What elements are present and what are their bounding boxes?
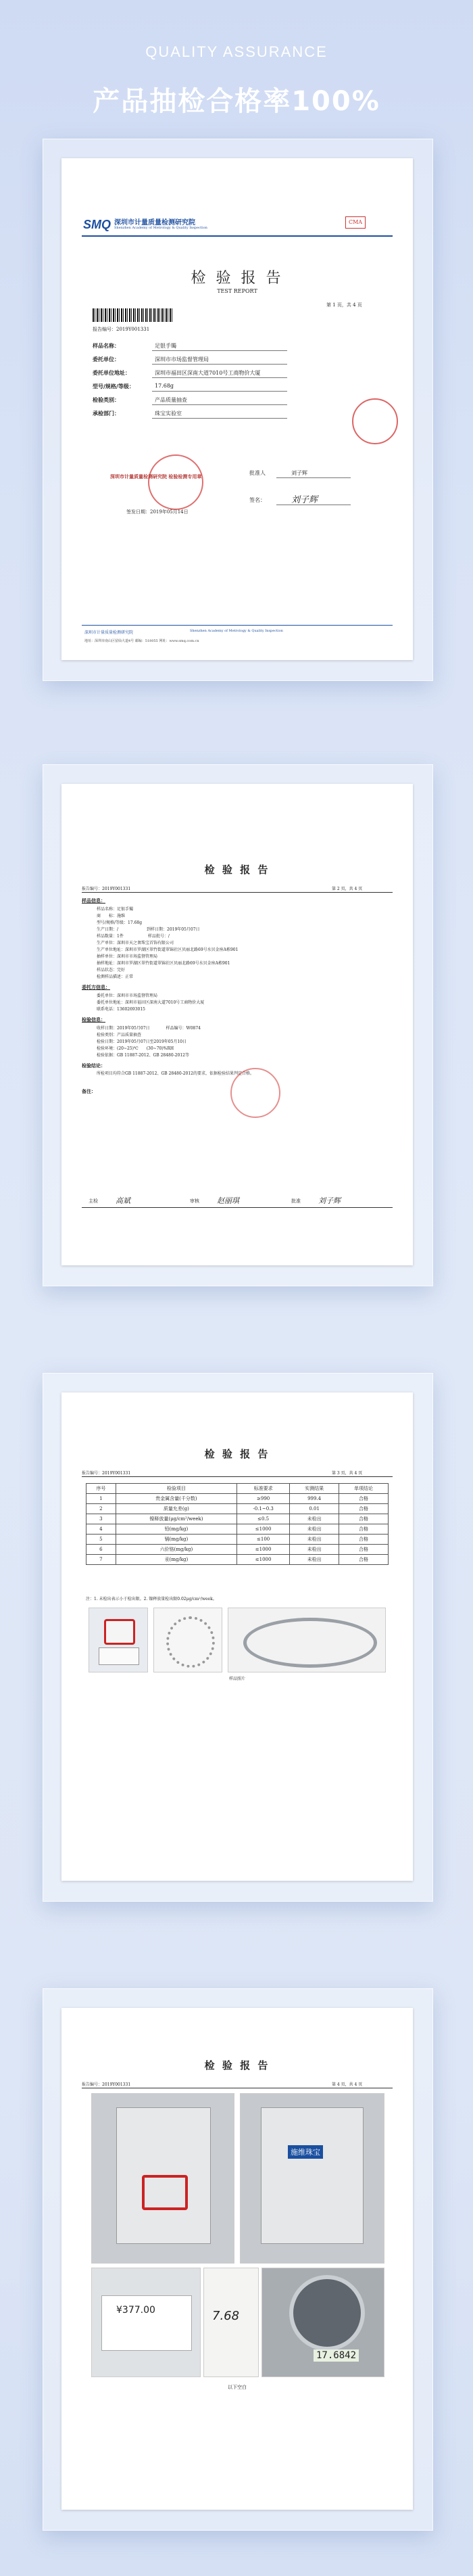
field-label: 承检部门： [93,410,120,417]
org-name-en: Shenzhen Academy of Metrology & Quality Inspection [114,226,207,230]
sample-line: 抽样单位：深圳市市场监督管理局 [97,954,158,959]
signer-role: 主检 [89,1198,98,1204]
client-line: 联系电话：13602693015 [97,1007,145,1012]
field-label: 检验类别： [93,396,120,403]
field-underline [152,391,287,392]
scale-reading: 17.6842 [314,2349,359,2362]
sample-line: 生产日期：/ 到样日期：2019年05月07日 [97,927,200,932]
handwritten-weight: 7.68 [212,2309,240,2323]
table-cell: 合格 [339,1514,389,1524]
conclusion-text: 所检项目均符合GB 11887-2012、GB 28480-2012的要求，依据检验结果判定合格。 [97,1071,254,1076]
table-cell: 未检出 [290,1555,339,1565]
page-number: 第 1 页，共 4 页 [326,302,362,308]
table-cell: 0.01 [290,1504,339,1514]
table-cell: 未检出 [290,1535,339,1545]
sample-line: 样品名称：足银手镯 [97,907,134,912]
smq-logo-icon: SMQ [83,218,111,231]
report-number: 报告编号：2019Y001331 [82,1471,131,1476]
table-header: 单项结论 [339,1484,389,1494]
headline-title: 产品抽检合格率100% [93,86,380,117]
org-name-cn: 深圳市计量质量检测研究院 [114,219,195,227]
footer-rule [82,625,393,626]
table-cell: 汞(mg/kg) [116,1555,236,1565]
report-page-1 [61,158,413,660]
official-seal-icon [148,454,203,510]
client-line: 委托单位：深圳市市场监督管理局 [97,993,158,998]
table-cell: ≤1000 [237,1545,290,1555]
header-banner [0,0,473,122]
table-cell: 3 [86,1514,116,1524]
table-cell: 合格 [339,1524,389,1535]
table-cell: 六价铬(mg/kg) [116,1545,236,1555]
barcode-icon [93,308,174,322]
sample-line: 生产单位地址：深圳市罗湖区翠竹街道翠锦社区贝丽北路69号水贝金座A栋901 [97,947,239,952]
table-cell: 合格 [339,1555,389,1565]
table-cell: 6 [86,1545,116,1555]
table-cell: 1 [86,1494,116,1504]
red-seal-icon [230,1068,280,1118]
table-cell: ≥990 [237,1494,290,1504]
table-cell: 未检出 [290,1545,339,1555]
remark-label: 备注： [82,1088,96,1094]
table-cell: 镍释放量(μg/cm²/week) [116,1514,236,1524]
field-label: 样品名称： [93,342,120,349]
sample-bag-photo-2 [240,2093,384,2264]
table-cell: 合格 [339,1504,389,1514]
footer-org-cn: 深圳市计量质量检测研究院 [84,630,134,635]
table-cell: -0.1~0.3 [237,1504,290,1514]
weight-note-photo [203,2268,259,2377]
report-number: 报告编号：2019Y001331 [82,2082,131,2087]
table-row [86,1555,389,1565]
price-tag-value: ¥377.00 [116,2305,155,2316]
table-cell: ≤100 [237,1535,290,1545]
sample-line: 样品状态：完好 [97,968,126,973]
table-cell: 合格 [339,1535,389,1545]
test-line: 检验日期：2019年05月07日至2019年05月10日 [97,1039,187,1044]
scale-plate-icon [289,2275,365,2351]
report-frame-1 [43,139,433,681]
field-underline [152,404,287,405]
conclusion-label: 检验结论： [82,1062,105,1069]
table-cell: 7 [86,1555,116,1565]
sample-packaging-photo [89,1608,148,1672]
table-row [86,1524,389,1535]
approver-label: 批准人 [249,470,266,476]
client-line: 委托单位地址：深圳市福田区深南大道7010号工商物价大厦 [97,1000,205,1005]
page-number: 第 3 页，共 4 页 [332,1471,363,1476]
bangle-icon [166,1616,215,1668]
table-cell: 合格 [339,1545,389,1555]
report-frame-4 [43,1988,433,2531]
table-cell: 贵金属含量(千分数) [116,1494,236,1504]
table-cell: 合格 [339,1494,389,1504]
test-line: 检验环境：(20~25)℃ (30~70)%RH [97,1046,174,1051]
table-cell: 质量允差(g) [116,1504,236,1514]
table-cell: ≤1000 [237,1524,290,1535]
top-rule [82,1476,393,1477]
report-frame-2 [43,764,433,1286]
sample-line: 抽样地址：深圳市罗湖区翠竹街道翠锦社区贝丽北路69号水贝金座A栋901 [97,961,230,966]
table-header: 序号 [86,1484,116,1494]
field-value: 深圳市福田区深南大道7010号工商物价大厦 [155,370,261,376]
results-table [86,1483,389,1565]
sample-line: 检测样品描述：正常 [97,975,134,979]
table-cell: 铅(mg/kg) [116,1524,236,1535]
report-title: 检 验 报 告 [191,270,284,287]
field-label: 委托单位： [93,356,120,362]
report-frame-3 [43,1373,433,1902]
tag-icon [99,1647,139,1665]
field-value: 足银手镯 [155,343,176,349]
field-value: 17.68g [155,383,174,389]
section-client: 委托方信息： [82,984,110,990]
report-title: 检 验 报 告 [204,1448,270,1460]
header-rule [82,235,393,237]
red-seal-icon [352,398,398,444]
sample-line: 生产单位：深圳市天之奢珠宝首饰有限公司 [97,941,174,945]
signature-label: 签名： [249,497,266,503]
report-page-2 [61,784,413,1265]
approver-name: 刘子辉 [291,470,307,476]
table-cell: 未检出 [290,1524,339,1535]
approver-underline [276,477,351,478]
table-cell: 未检出 [290,1514,339,1524]
sample-line: 型号/规格/等级：17.68g [97,920,143,925]
field-underline [152,350,287,351]
table-cell: 镉(mg/kg) [116,1535,236,1545]
top-rule [82,892,393,893]
report-page-4 [61,2008,413,2510]
field-value: 深圳市市场监督管理局 [155,356,209,362]
signer-name: 高斌 [116,1196,130,1205]
section-sample: 样品信息： [82,897,105,904]
footer-org-en: Shenzhen Academy of Metrology & Quality Inspection [190,629,283,633]
table-cell: 999.4 [290,1494,339,1504]
footer-address: 地址：深圳市南山区留仙大道4号 邮编：518055 网址：www.smq.com.cn [84,639,199,643]
photo-caption: 样品照片 [228,1677,245,1681]
table-cell: 4 [86,1524,116,1535]
signer-name: 刘子辉 [318,1196,341,1205]
sample-bag-photo-1 [91,2093,234,2264]
report-title: 检 验 报 告 [204,2059,270,2071]
sample-bangle-photo [153,1608,222,1672]
quality-assurance-kicker: QUALITY ASSURANCE [145,43,328,60]
table-cell: 5 [86,1535,116,1545]
report-number: 报告编号：2019Y001331 [82,887,131,891]
test-line: 检验依据：GB 11887-2012、GB 28480-2012等 [97,1053,189,1058]
section-test: 检验信息： [82,1016,105,1023]
field-underline [152,377,287,378]
table-cell: ≤1000 [237,1555,290,1565]
sample-line: 商 标：施维 [97,914,126,918]
signer-role: 批准 [291,1198,301,1204]
handwritten-signature: 刘子辉 [291,495,318,505]
scale-photo [262,2268,384,2377]
field-underline [152,364,287,365]
table-row [86,1545,389,1555]
signer-name: 赵丽琪 [217,1196,239,1205]
field-value: 产品质量抽查 [155,397,187,403]
table-row [86,1514,389,1524]
test-line: 收样日期：2019年05月07日 样品编号：W0874 [97,1026,201,1031]
seal-text: 深圳市计量质量检测研究院 检验检测专用章 [110,473,202,479]
field-value: 珠宝实验室 [155,411,182,417]
end-note: 以下空白 [228,2385,247,2390]
price-tag-icon [101,2295,192,2351]
field-underline [152,418,287,419]
box-icon [142,2175,188,2210]
price-tag-photo [91,2268,201,2377]
bag-icon [261,2107,364,2244]
report-subtitle: TEST REPORT [217,288,257,294]
table-notes: 注：1. 未检出表示小于检出限。2. 镍释放量检出限0.02μg/cm²/week。 [86,1597,217,1601]
table-header: 标准要求 [237,1484,290,1494]
table-row [86,1504,389,1514]
sample-line: 样品数量：1件 样品批号：/ [97,934,170,939]
table-cell: 2 [86,1504,116,1514]
table-row [86,1494,389,1504]
page-number: 第 4 页，共 4 页 [332,2082,363,2087]
table-header: 检验项目 [116,1484,236,1494]
report-title: 检 验 报 告 [204,864,270,876]
table-cell: ≤0.5 [237,1514,290,1524]
packaging-icon [104,1619,135,1645]
issue-date: 签发日期：2019年05月14日 [126,509,189,515]
table-header-row [86,1484,389,1494]
bangle-ring-icon [243,1618,377,1668]
sample-bangle-closeup-photo [228,1608,386,1672]
signer-role: 审核 [190,1198,199,1204]
page-number: 第 2 页，共 4 页 [332,887,363,891]
signer-rule [82,1207,393,1208]
field-label: 型号/规格/等级： [93,383,134,390]
brand-label: 施维珠宝 [288,2145,323,2159]
report-page-3 [61,1392,413,1881]
report-number: 报告编号：2019Y001331 [93,327,150,332]
table-header: 实测结果 [290,1484,339,1494]
field-label: 委托单位地址： [93,369,130,376]
table-row [86,1535,389,1545]
test-line: 检验类别：产品质量抽查 [97,1033,142,1037]
cma-mark-icon: CMA [345,216,366,229]
